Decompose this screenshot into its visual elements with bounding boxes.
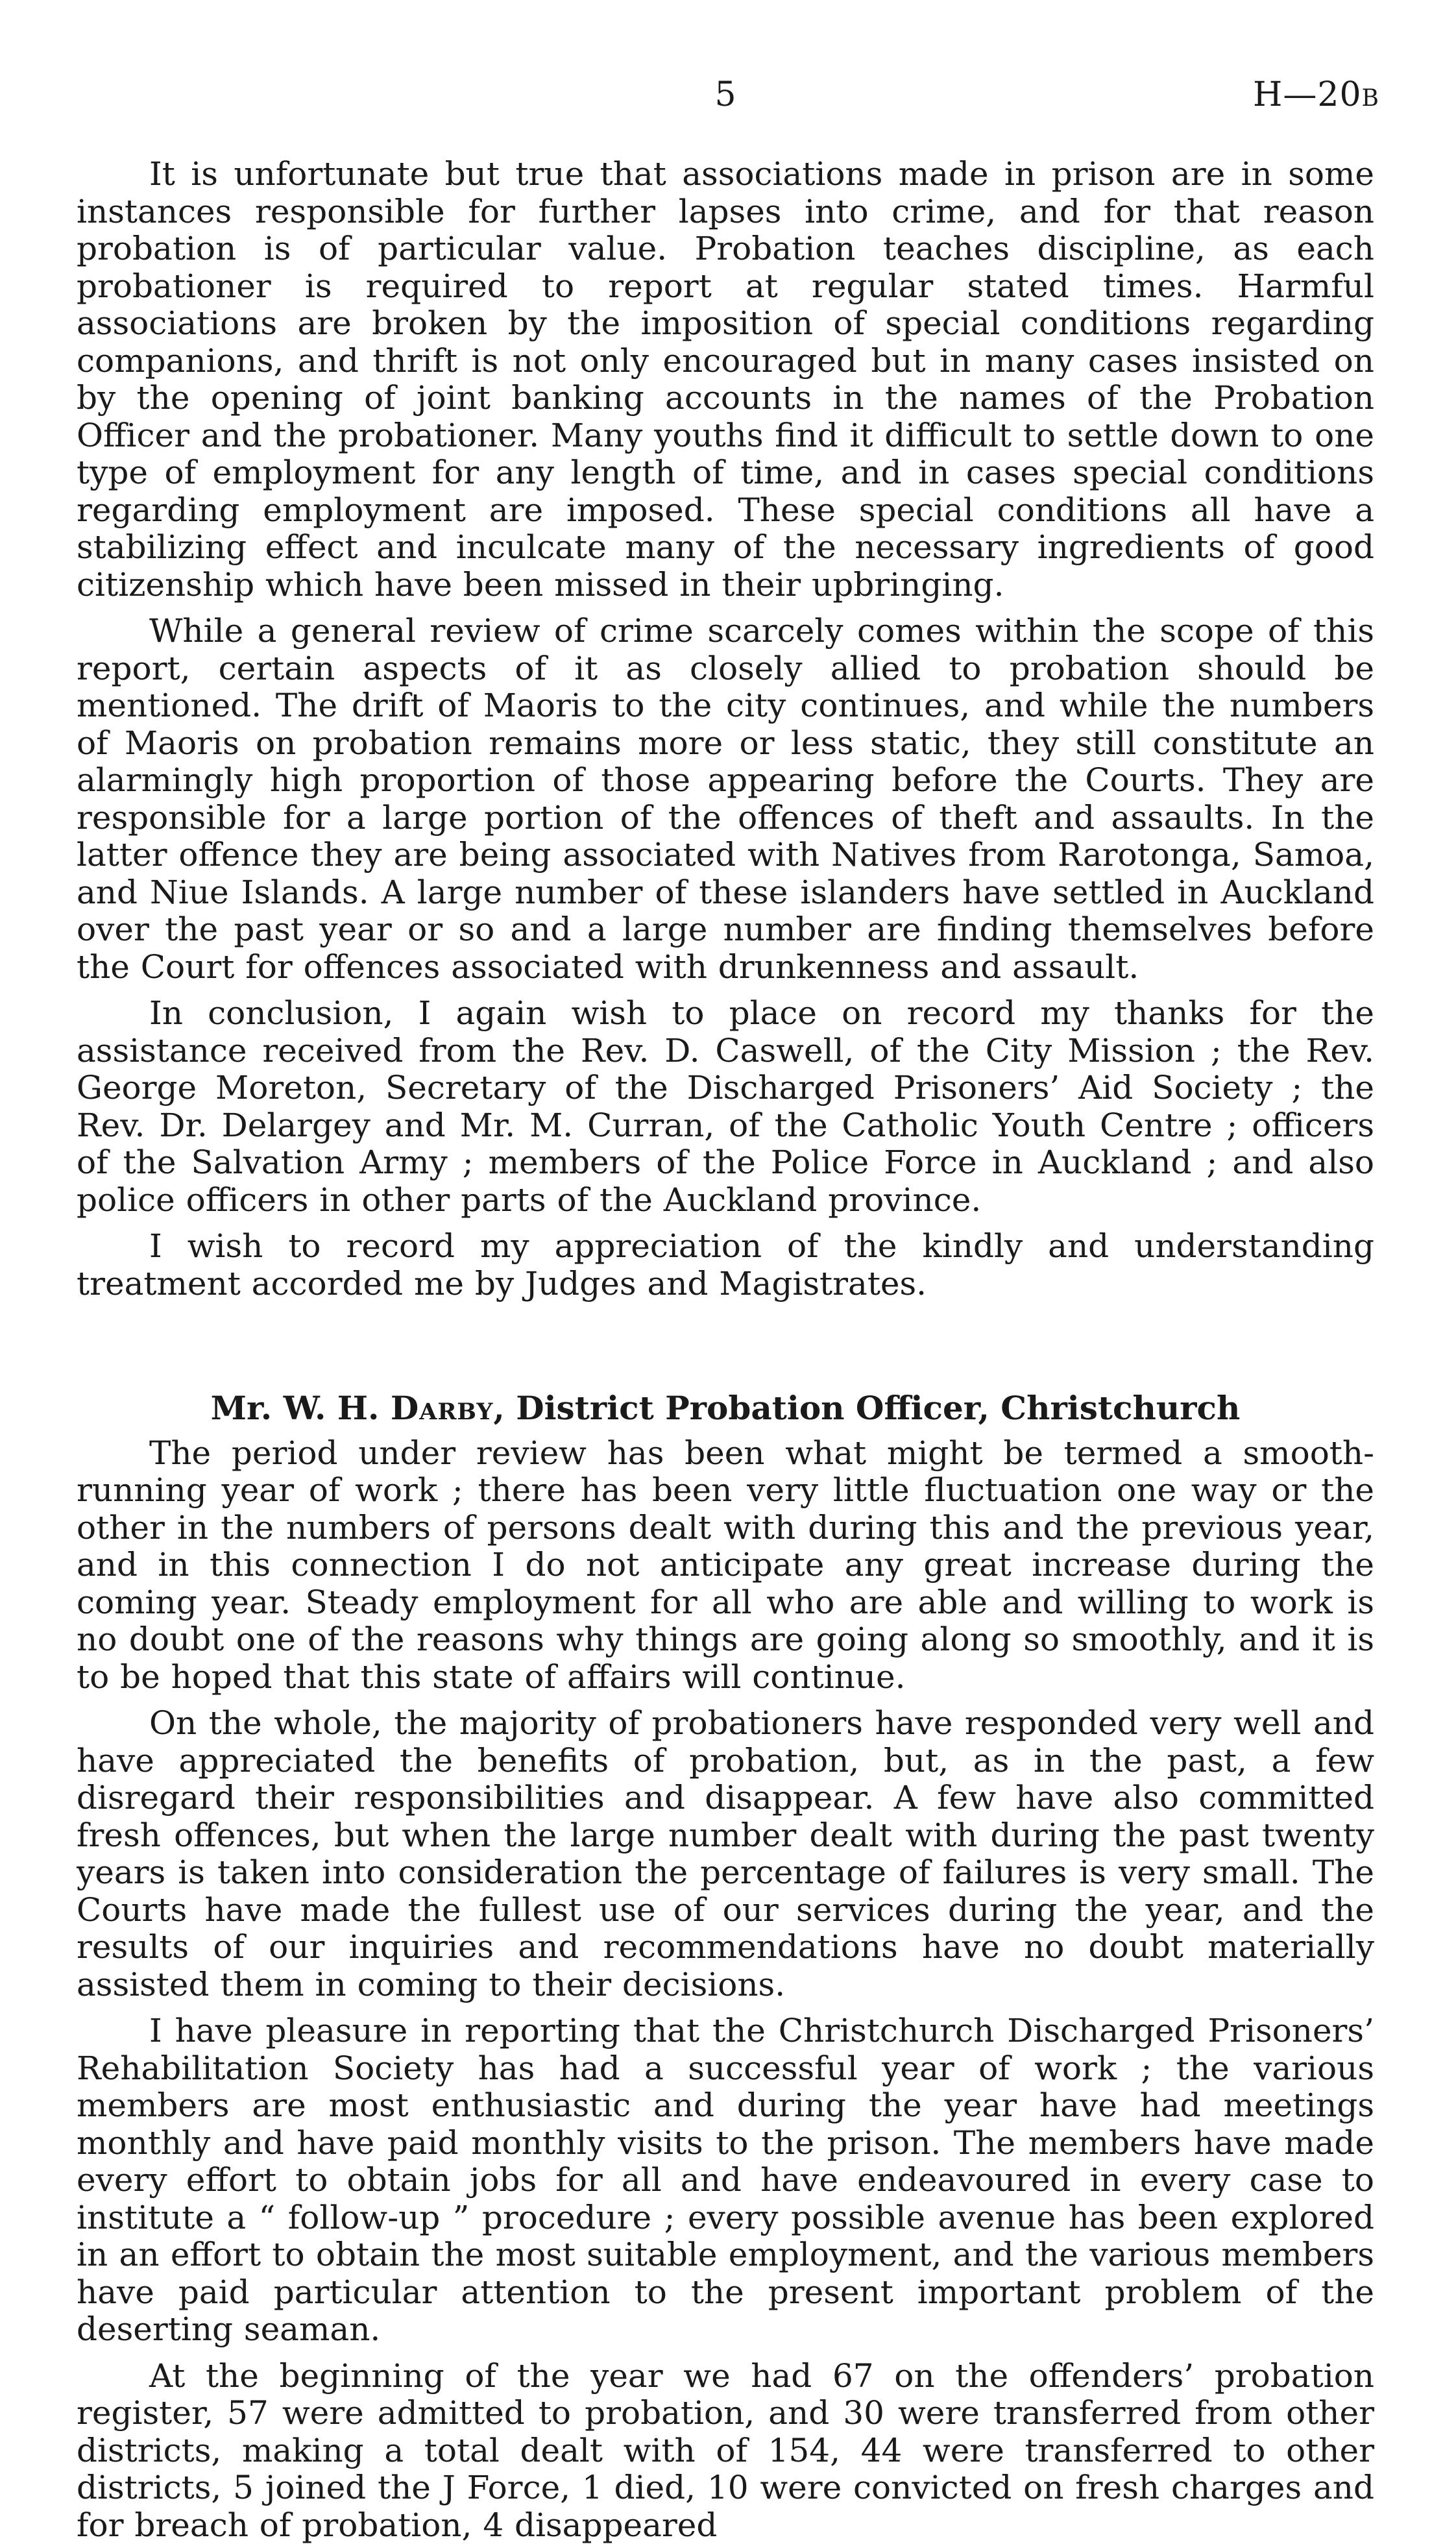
paragraph-appreciation: I wish to record my appreciation of the kindly and understanding treatment accorded me by Judges and Magistrates. — [77, 1228, 1374, 1303]
heading-officer-name: Darby — [391, 1389, 494, 1427]
paragraph-acknowledgements: In conclusion, I again wish to place on record my thanks for the assistance received from the Rev. D. Caswell, of the City Mission ; the Rev. George Moreton, Secretary of the Discharged Prisoners’ Aid Society ; the Rev. Dr. Delargey and Mr. M. Curran, of the Catholic Youth Centre ; officers of the Salvation Army ; members of the Police Force in Auckland ; and also police officers in other parts of the Auckland province. — [77, 995, 1374, 1219]
document-page — [77, 78, 1374, 2544]
heading-suffix: , District Probation Officer, Christchurch — [493, 1389, 1240, 1427]
auckland-report-section — [77, 156, 1374, 1303]
document-reference — [1253, 78, 1379, 112]
document-reference-suffix: B — [1362, 85, 1379, 112]
page-number: 5 — [77, 78, 1374, 112]
paragraph-period-review: The period under review has been what might be termed a smooth-running year of work ; there has been very little fluctuation one way or the other in the numbers of persons dealt with during this and the previous year, and in this connection I do not anticipate any great increase during the coming year. Steady employment for all who are able and willing to work is no doubt one of the reasons why things are going along so smoothly, and it is to be hoped that this state of affairs will continue. — [77, 1435, 1374, 1696]
paragraph-register-statistics: At the beginning of the year we had 67 on the offenders’ probation register, 57 were admitted to probation, and 30 were transferred from other districts, making a total dealt with of 154, 44 were transferred to other districts, 5 joined the J Force, 1 died, 10 were convicted on fresh charges and for breach of probation, 4 disappeared — [77, 2358, 1374, 2544]
paragraph-probationer-response: On the whole, the majority of probationers have responded very well and have appreciated the benefits of probation, but, as in the past, a few disregard their responsibilities and disappear. A few have also committed fresh offences, but when the large number dealt with during the past twenty years is taken into consideration the percentage of failures is very small. The Courts have made the fullest use of our services during the year, and the results of our inquiries and recommendations have no doubt materially assisted them in coming to their decisions. — [77, 1705, 1374, 2003]
paragraph-rehabilitation-society: I have pleasure in reporting that the Christchurch Discharged Prisoners’ Rehabilitation Society has had a successful year of work ; the various members are most enthusiastic and during the year have had meetings monthly and have paid monthly visits to the prison. The members have made every effort to obtain jobs for all and have endeavoured in every case to institute a “ follow-up ” procedure ; every possible avenue has been explored in an effort to obtain the most suitable employment, and the various members have paid particular attention to the present important problem of the deserting seaman. — [77, 2012, 1374, 2349]
heading-prefix: Mr. W. H. — [211, 1389, 391, 1427]
paragraph-crime-review: While a general review of crime scarcely comes within the scope of this report, certain aspects of it as closely allied to probation should be mentioned. The drift of Maoris to the city continues, and while the numbers of Maoris on probation remains more or less static, they still constitute an alarmingly high proportion of those appearing before the Courts. They are responsible for a large portion of the offences of theft and assaults. In the latter offence they are being associated with Natives from Rarotonga, Samoa, and Niue Islands. A large number of these islanders have settled in Auckland over the past year or so and a large number are finding themselves before the Court for offences associated with drunkenness and assault. — [77, 613, 1374, 986]
page-header — [77, 78, 1374, 156]
document-reference-main: H—20 — [1253, 75, 1362, 114]
section-heading-christchurch — [77, 1389, 1374, 1427]
christchurch-report-section — [77, 1435, 1374, 2544]
paragraph-associations: It is unfortunate but true that associations made in prison are in some instances responsible for further lapses into crime, and for that reason probation is of particular value. Probation teaches discipline, as each probationer is required to report at regular stated times. Harmful associations are broken by the imposition of special conditions regarding companions, and thrift is not only encouraged but in many cases insisted on by the opening of joint banking accounts in the names of the Probation Officer and the probationer. Many youths find it difficult to settle down to one type of employment for any length of time, and in cases special conditions regarding employment are imposed. These special conditions all have a stabilizing effect and inculcate many of the necessary ingredients of good citizenship which have been missed in their upbringing. — [77, 156, 1374, 604]
